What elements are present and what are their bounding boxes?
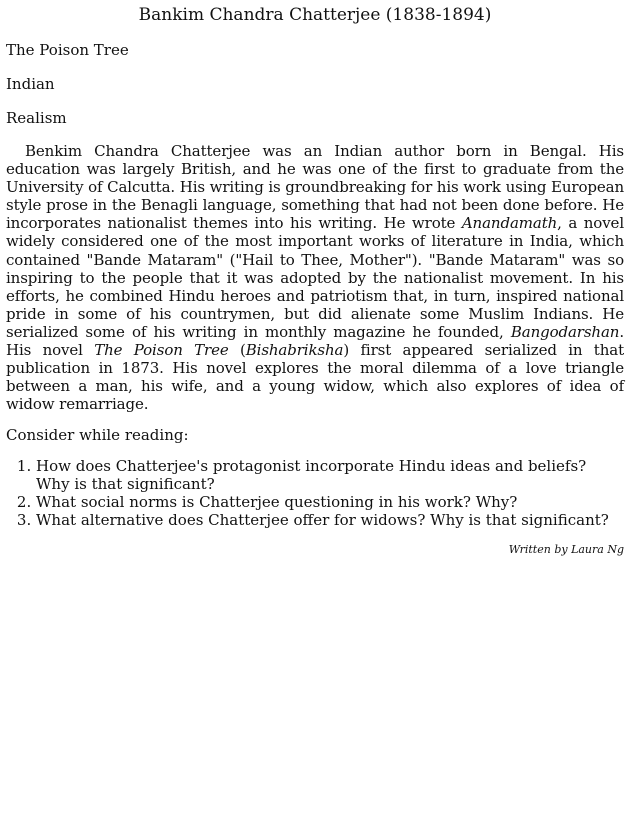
bio-italic-poison-tree: The Poison Tree — [94, 341, 229, 360]
movement-label: Realism — [6, 109, 67, 127]
author-credit: Written by Laura Ng — [508, 543, 624, 557]
bio-italic-bishabriksha: Bishabriksha — [245, 341, 344, 360]
bio-text-3: . His novel — [6, 322, 624, 360]
bio-text-2: , a novel widely considered one of the most important works of literature in India, which contained "Bande Mataram" ("Hail to Thee, Mother"). "Bande Mataram" was so inspiring to the people that it was adopted by the nationalist movement. In his efforts, he combined Hindu heroes and patriotism that, in turn, inspired national pride in some of his countrymen, but did alienate some Muslim Indians. He serialized some of his writing in monthly magazine he founded, — [6, 214, 624, 341]
bio-text-5: ) first appeared serialized in that publication in 1873. His novel explores the moral dilemma of a love triangle between a man, his wife, and a young widow, which also explores of idea of widow remarriage. — [6, 341, 624, 414]
bio-text-4: ( — [228, 341, 246, 360]
page-title: Bankim Chandra Chatterjee (1838-1894) — [138, 5, 492, 25]
bio-text-1: Benkim Chandra Chatterjee was an Indian author born in Bengal. His education was largely British, and he was one of the first to graduate from the University of Calcutta. His writing is groundbreaking for his work using European style prose in the Benagli language, something that had not been done before. He incorporates nationalist themes into his writing. He wrote — [6, 142, 624, 233]
biography-paragraph — [6, 142, 624, 413]
question-item-3: 3. What alternative does Chatterjee offer for widows? Why is that significant? — [36, 511, 624, 529]
bio-italic-bangodarshan: Bangodarshan — [510, 322, 620, 341]
bio-italic-anandamath: Anandamath — [461, 214, 558, 233]
nationality-label: Indian — [6, 75, 55, 93]
question-list — [6, 457, 624, 529]
question-item-1: 1. How does Chatterjee's protagonist incorporate Hindu ideas and beliefs? Why is that significant? — [36, 457, 624, 493]
consider-heading: Consider while reading: — [6, 426, 189, 445]
question-item-2: 2. What social norms is Chatterjee questioning in his work? Why? — [36, 493, 624, 511]
work-title: The Poison Tree — [6, 41, 129, 59]
